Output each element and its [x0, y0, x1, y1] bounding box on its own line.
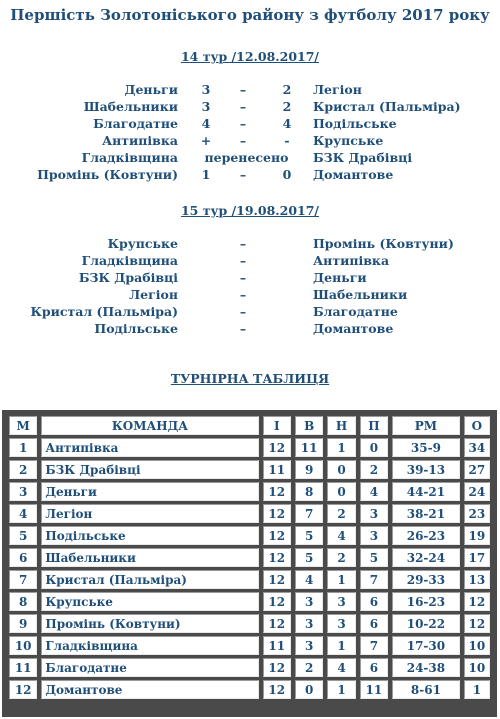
- table-row: [9, 482, 490, 501]
- home-team: Крупське: [107, 236, 178, 251]
- away-team: Крупське: [313, 133, 384, 148]
- team-name-cell: БЗК Драбівці: [41, 460, 258, 479]
- table-cell: 3: [327, 614, 355, 633]
- score-separator: –: [239, 116, 247, 131]
- table-cell: 0: [327, 482, 355, 501]
- table-row: [9, 460, 490, 479]
- table-row: [9, 614, 490, 633]
- table-cell: 7: [360, 636, 388, 655]
- column-header: Н: [327, 416, 355, 435]
- table-cell: 12: [464, 614, 490, 633]
- table-cell: 7: [360, 570, 388, 589]
- score-separator: –: [239, 82, 247, 97]
- table-cell: 3: [327, 592, 355, 611]
- home-score: +: [200, 133, 212, 148]
- table-cell: 6: [360, 658, 388, 677]
- table-cell: 10: [9, 636, 37, 655]
- match-row: [0, 236, 500, 253]
- score-separator: –: [239, 236, 247, 251]
- away-score: 4: [282, 116, 292, 131]
- table-cell: 2: [9, 460, 37, 479]
- table-cell: 12: [263, 570, 291, 589]
- score-separator: –: [239, 270, 247, 285]
- table-cell: 5: [9, 526, 37, 545]
- score-separator: –: [239, 253, 247, 268]
- table-cell: 2: [360, 460, 388, 479]
- standings-table: [5, 413, 494, 702]
- team-name-cell: Благодатне: [41, 658, 258, 677]
- team-name-cell: Гладківщина: [41, 636, 258, 655]
- table-cell: 5: [295, 548, 323, 567]
- match-row: [0, 287, 500, 304]
- table-row: [9, 504, 490, 523]
- team-name-cell: Подільське: [41, 526, 258, 545]
- table-cell: 26-23: [392, 526, 460, 545]
- column-header: КОМАНДА: [41, 416, 258, 435]
- column-header: І: [263, 416, 291, 435]
- table-cell: 17: [464, 548, 490, 567]
- away-team: Шабельники: [313, 287, 408, 302]
- table-cell: 11: [360, 680, 388, 699]
- home-team: БЗК Драбівці: [78, 270, 178, 285]
- home-team: Деньги: [124, 82, 178, 97]
- team-name-cell: Легіон: [41, 504, 258, 523]
- home-score: 1: [201, 167, 211, 182]
- table-cell: 13: [464, 570, 490, 589]
- table-row: [9, 636, 490, 655]
- away-score: 2: [282, 99, 292, 114]
- away-team: Кристал (Пальміра): [313, 99, 461, 114]
- match-row: [0, 116, 500, 133]
- table-cell: 3: [9, 482, 37, 501]
- home-score: 3: [201, 82, 211, 97]
- match-row: [0, 99, 500, 116]
- home-score: 4: [201, 116, 211, 131]
- table-cell: 12: [263, 548, 291, 567]
- column-header: РМ: [392, 416, 460, 435]
- table-cell: 12: [263, 438, 291, 457]
- table-row: [9, 570, 490, 589]
- table-cell: 4: [9, 504, 37, 523]
- table-cell: 35-9: [392, 438, 460, 457]
- table-cell: 2: [295, 658, 323, 677]
- table-cell: 3: [295, 592, 323, 611]
- match-row: [0, 167, 500, 184]
- table-cell: 8: [295, 482, 323, 501]
- home-score: 3: [201, 99, 211, 114]
- team-name-cell: Промінь (Ковтуни): [41, 614, 258, 633]
- table-cell: 12: [263, 592, 291, 611]
- team-name-cell: Антипівка: [41, 438, 258, 457]
- table-cell: 6: [9, 548, 37, 567]
- score-separator: –: [239, 133, 247, 148]
- table-row: [9, 680, 490, 699]
- team-name-cell: Шабельники: [41, 548, 258, 567]
- home-team: Промінь (Ковтуни): [37, 167, 178, 182]
- match-row: [0, 253, 500, 270]
- table-cell: 0: [360, 438, 388, 457]
- table-cell: 2: [327, 548, 355, 567]
- match-row: [0, 321, 500, 338]
- table-cell: 12: [263, 614, 291, 633]
- table-cell: 16-23: [392, 592, 460, 611]
- table-cell: 2: [327, 504, 355, 523]
- away-team: Домантове: [313, 167, 394, 182]
- table-cell: 24: [464, 482, 490, 501]
- table-cell: 34: [464, 438, 490, 457]
- table-cell: 8-61: [392, 680, 460, 699]
- table-cell: 12: [263, 526, 291, 545]
- page-title: Першість Золотоніського району з футболу 2017 року: [10, 6, 490, 24]
- table-cell: 3: [295, 636, 323, 655]
- score-separator: –: [239, 99, 247, 114]
- table-cell: 19: [464, 526, 490, 545]
- home-team: Благодатне: [93, 116, 178, 131]
- table-cell: 38-21: [392, 504, 460, 523]
- home-team: Гладківщина: [81, 253, 178, 268]
- team-name-cell: Кристал (Пальміра): [41, 570, 258, 589]
- table-cell: 7: [295, 504, 323, 523]
- column-header: М: [9, 416, 37, 435]
- table-cell: 9: [9, 614, 37, 633]
- round-15-heading: 15 тур /19.08.2017/: [180, 203, 319, 218]
- match-note: перенесено: [204, 150, 289, 165]
- home-team: Гладківщина: [81, 150, 178, 165]
- table-cell: 23: [464, 504, 490, 523]
- table-row: [9, 526, 490, 545]
- table-cell: 1: [327, 680, 355, 699]
- away-team: Деньги: [313, 270, 367, 285]
- score-separator: –: [239, 321, 247, 336]
- column-header: О: [464, 416, 490, 435]
- table-cell: 12: [263, 504, 291, 523]
- table-row: [9, 592, 490, 611]
- away-team: Подільське: [313, 116, 397, 131]
- table-cell: 4: [327, 526, 355, 545]
- home-team: Легіон: [129, 287, 178, 302]
- team-name-cell: Крупське: [41, 592, 258, 611]
- table-cell: 0: [327, 460, 355, 479]
- away-team: Благодатне: [313, 304, 398, 319]
- table-cell: 1: [464, 680, 490, 699]
- table-cell: 12: [263, 482, 291, 501]
- table-cell: 10: [464, 636, 490, 655]
- table-cell: 1: [327, 636, 355, 655]
- home-team: Подільське: [94, 321, 178, 336]
- table-cell: 12: [263, 680, 291, 699]
- table-cell: 39-13: [392, 460, 460, 479]
- table-cell: 8: [9, 592, 37, 611]
- away-score: 2: [282, 82, 292, 97]
- table-cell: 5: [360, 548, 388, 567]
- match-row: [0, 304, 500, 321]
- table-cell: 1: [327, 570, 355, 589]
- table-cell: 12: [9, 680, 37, 699]
- away-team: Легіон: [313, 82, 362, 97]
- table-cell: 3: [295, 614, 323, 633]
- table-cell: 44-21: [392, 482, 460, 501]
- table-cell: 10: [464, 658, 490, 677]
- round-14-heading: 14 тур /12.08.2017/: [180, 49, 319, 64]
- score-separator: –: [239, 167, 247, 182]
- standings-title: ТУРНІРНА ТАБЛИЦЯ: [170, 371, 330, 386]
- away-team: БЗК Драбівці: [313, 150, 413, 165]
- table-cell: 24-38: [392, 658, 460, 677]
- standings-header-row: [9, 416, 490, 435]
- away-score: -: [284, 133, 290, 148]
- away-team: Промінь (Ковтуни): [313, 236, 454, 251]
- table-cell: 3: [360, 504, 388, 523]
- score-separator: –: [239, 287, 247, 302]
- table-cell: 17-30: [392, 636, 460, 655]
- column-header: В: [295, 416, 323, 435]
- table-cell: 27: [464, 460, 490, 479]
- table-cell: 12: [263, 658, 291, 677]
- table-cell: 4: [327, 658, 355, 677]
- match-row: [0, 82, 500, 99]
- table-cell: 7: [9, 570, 37, 589]
- away-team: Домантове: [313, 321, 394, 336]
- away-score: 0: [282, 167, 292, 182]
- table-cell: 6: [360, 592, 388, 611]
- table-cell: 4: [295, 570, 323, 589]
- table-cell: 10-22: [392, 614, 460, 633]
- away-team: Антипівка: [313, 253, 390, 268]
- table-cell: 11: [295, 438, 323, 457]
- table-cell: 6: [360, 614, 388, 633]
- home-team: Кристал (Пальміра): [30, 304, 178, 319]
- table-cell: 29-33: [392, 570, 460, 589]
- table-cell: 12: [464, 592, 490, 611]
- table-cell: 1: [327, 438, 355, 457]
- table-cell: 11: [263, 636, 291, 655]
- match-row: [0, 150, 500, 167]
- match-row: [0, 270, 500, 287]
- table-cell: 32-24: [392, 548, 460, 567]
- column-header: П: [360, 416, 388, 435]
- table-cell: 3: [360, 526, 388, 545]
- standings-table-frame: [2, 410, 497, 717]
- table-cell: 11: [9, 658, 37, 677]
- home-team: Антипівка: [101, 133, 178, 148]
- home-team: Шабельники: [83, 99, 178, 114]
- table-row: [9, 438, 490, 457]
- table-cell: 5: [295, 526, 323, 545]
- table-cell: 0: [295, 680, 323, 699]
- team-name-cell: Деньги: [41, 482, 258, 501]
- score-separator: –: [239, 304, 247, 319]
- match-row: [0, 133, 500, 150]
- table-row: [9, 548, 490, 567]
- table-cell: 1: [9, 438, 37, 457]
- table-cell: 11: [263, 460, 291, 479]
- table-row: [9, 658, 490, 677]
- table-cell: 4: [360, 482, 388, 501]
- team-name-cell: Домантове: [41, 680, 258, 699]
- table-cell: 9: [295, 460, 323, 479]
